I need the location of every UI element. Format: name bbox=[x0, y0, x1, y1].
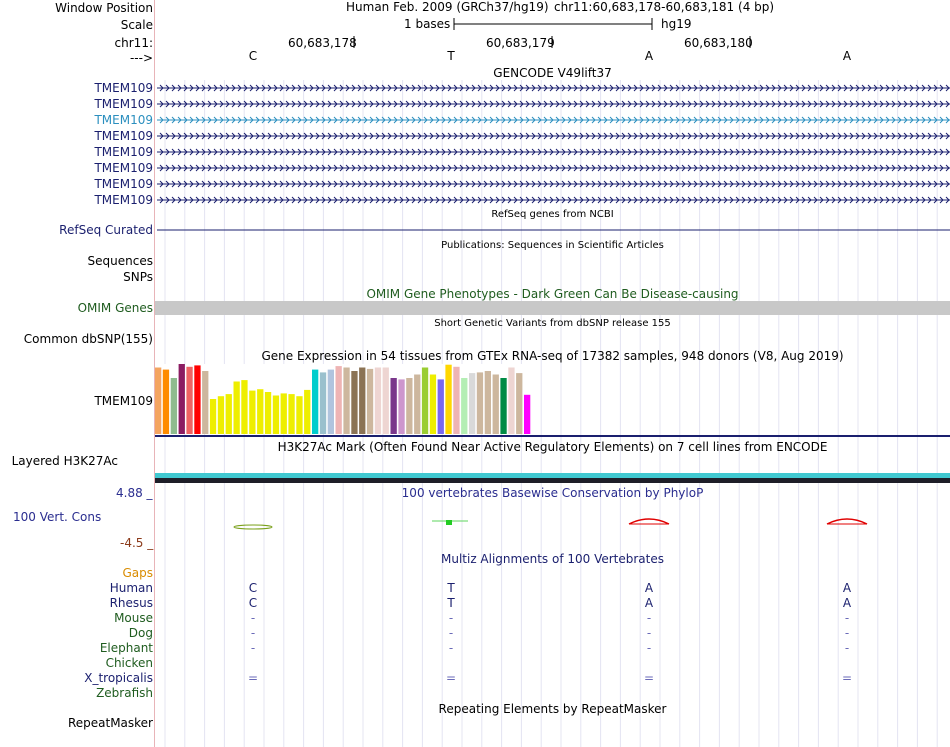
alignment-base: - bbox=[844, 641, 850, 655]
gtex-tissue-bar bbox=[273, 396, 279, 435]
alignment-base: = bbox=[643, 671, 655, 685]
gtex-tissue-bar bbox=[422, 368, 428, 435]
h3k27ac-signal-band bbox=[155, 473, 950, 478]
alignment-base: - bbox=[646, 641, 652, 655]
gtex-tissue-bar bbox=[265, 392, 271, 434]
alignment-base: - bbox=[250, 641, 256, 655]
alignment-base: T bbox=[447, 596, 455, 610]
window-position-label: Window Position bbox=[55, 1, 153, 15]
alignment-base: - bbox=[250, 611, 256, 625]
phylop-min-label: -4.5 _ bbox=[120, 536, 154, 550]
alignment-base: = bbox=[841, 671, 853, 685]
strand-label: ---> bbox=[129, 51, 153, 65]
gtex-tissue-bar bbox=[383, 368, 389, 435]
dbsnp-track-title: Short Genetic Variants from dbSNP release 155 bbox=[434, 318, 671, 329]
gencode-gene-label[interactable]: TMEM109 bbox=[94, 193, 153, 207]
species-label[interactable]: Mouse bbox=[114, 611, 153, 625]
gaps-label: Gaps bbox=[122, 566, 153, 580]
gencode-gene-label[interactable]: TMEM109 bbox=[94, 113, 153, 127]
gtex-tissue-bar bbox=[202, 371, 208, 434]
gtex-tissue-bar bbox=[453, 367, 459, 434]
species-label[interactable]: Rhesus bbox=[109, 596, 153, 610]
sequences-label[interactable]: Sequences bbox=[87, 254, 153, 268]
gtex-tissue-bar bbox=[249, 391, 255, 434]
alignment-base: C bbox=[248, 581, 258, 595]
gtex-gene-label[interactable]: TMEM109 bbox=[94, 394, 153, 408]
gtex-tissue-bar bbox=[367, 369, 373, 434]
species-label[interactable]: Dog bbox=[128, 626, 153, 640]
gtex-tissue-bar bbox=[406, 378, 412, 434]
refseq-curated-label[interactable]: RefSeq Curated bbox=[59, 223, 153, 237]
gtex-tissue-bar bbox=[186, 367, 192, 434]
gencode-gene-label[interactable]: TMEM109 bbox=[94, 97, 153, 111]
gtex-tissue-bar bbox=[163, 370, 169, 434]
gtex-tissue-bar bbox=[304, 390, 310, 434]
phylop-score-mark bbox=[234, 525, 272, 529]
alignment-base: A bbox=[644, 581, 654, 595]
gtex-tissue-bar bbox=[194, 365, 200, 434]
gencode-gene-label[interactable]: TMEM109 bbox=[94, 81, 153, 95]
species-label[interactable]: Chicken bbox=[105, 656, 153, 670]
gtex-tissue-bar bbox=[296, 396, 302, 434]
phylop-score-mark bbox=[446, 520, 452, 525]
gtex-tissue-bar bbox=[485, 371, 491, 434]
h3k27ac-signal-band bbox=[155, 478, 950, 483]
species-label[interactable]: Elephant bbox=[99, 641, 153, 655]
tick-label: 60,683,178 bbox=[288, 36, 357, 50]
gtex-tissue-bar bbox=[218, 396, 224, 434]
refseq-track-title: RefSeq genes from NCBI bbox=[491, 209, 614, 220]
alignment-base: - bbox=[448, 626, 454, 640]
alignment-base: C bbox=[248, 596, 258, 610]
alignment-base: - bbox=[646, 626, 652, 640]
alignment-base: - bbox=[844, 626, 850, 640]
gtex-tissue-bar bbox=[524, 395, 530, 434]
db-label: hg19 bbox=[661, 17, 692, 31]
gtex-tissue-bar bbox=[375, 368, 381, 435]
phylop-track-title: 100 vertebrates Basewise Conservation by PhyloP bbox=[401, 486, 704, 500]
gtex-track-title: Gene Expression in 54 tissues from GTEx RNA-seq of 17382 samples, 948 donors (V8, Aug 2019) bbox=[261, 349, 844, 363]
omim-track-title: OMIM Gene Phenotypes - Dark Green Can Be Disease-causing bbox=[366, 287, 739, 301]
repeatmasker-track-title: Repeating Elements by RepeatMasker bbox=[438, 702, 667, 716]
base-letter: A bbox=[644, 49, 654, 63]
alignment-base: = bbox=[445, 671, 457, 685]
publications-track-title: Publications: Sequences in Scientific Articles bbox=[441, 240, 664, 251]
h3k27ac-track-title: H3K27Ac Mark (Often Found Near Active Regulatory Elements) on 7 cell lines from ENCODE bbox=[277, 440, 828, 454]
gtex-tissue-bar bbox=[414, 375, 420, 435]
alignment-base: - bbox=[448, 641, 454, 655]
gtex-tissue-bar bbox=[516, 373, 522, 434]
gtex-tissue-bar bbox=[461, 378, 467, 434]
gtex-tissue-bar bbox=[493, 375, 499, 435]
gtex-tissue-bar bbox=[438, 379, 444, 434]
alignment-base: = bbox=[247, 671, 259, 685]
alignment-base: - bbox=[646, 611, 652, 625]
base-letter: A bbox=[842, 49, 852, 63]
gencode-gene-label[interactable]: TMEM109 bbox=[94, 129, 153, 143]
alignment-base: - bbox=[844, 611, 850, 625]
alignment-base: - bbox=[448, 611, 454, 625]
gtex-tissue-bar bbox=[288, 394, 294, 434]
gtex-tissue-bar bbox=[155, 368, 161, 435]
gtex-tissue-bar bbox=[336, 366, 342, 434]
gencode-gene-label[interactable]: TMEM109 bbox=[94, 145, 153, 159]
tick-label: 60,683,180 bbox=[684, 36, 753, 50]
multiz-track-title: Multiz Alignments of 100 Vertebrates bbox=[440, 552, 665, 566]
scale-label: Scale bbox=[120, 18, 153, 32]
repeatmasker-label[interactable]: RepeatMasker bbox=[67, 716, 153, 730]
gtex-tissue-bar bbox=[359, 368, 365, 435]
gtex-tissue-bar bbox=[281, 393, 287, 434]
species-label[interactable]: X_tropicalis bbox=[84, 671, 153, 685]
base-letter: C bbox=[248, 49, 258, 63]
gtex-tissue-bar bbox=[210, 399, 216, 434]
alignment-base: A bbox=[842, 596, 852, 610]
gtex-tissue-bar bbox=[312, 370, 318, 434]
species-label[interactable]: Zebrafish bbox=[96, 686, 153, 700]
gtex-tissue-bar bbox=[241, 380, 247, 434]
h3k27ac-label[interactable]: Layered H3K27Ac bbox=[11, 454, 118, 468]
omim-phenotype-bar bbox=[155, 301, 950, 315]
phylop-max-label: 4.88 _ bbox=[116, 486, 153, 500]
species-label[interactable]: Human bbox=[109, 581, 153, 595]
phylop-score-mark bbox=[827, 519, 867, 524]
gtex-tissue-bar bbox=[343, 368, 349, 435]
alignment-base: A bbox=[644, 596, 654, 610]
tick-label: 60,683,179 bbox=[486, 36, 555, 50]
omim-genes-label[interactable]: OMIM Genes bbox=[77, 301, 153, 315]
gtex-tissue-bar bbox=[445, 365, 451, 434]
gencode-gene-label[interactable]: TMEM109 bbox=[94, 177, 153, 191]
gencode-gene-label[interactable]: TMEM109 bbox=[94, 161, 153, 175]
gtex-tissue-bar bbox=[226, 394, 232, 434]
alignment-base: A bbox=[842, 581, 852, 595]
phylop-score-mark bbox=[629, 519, 669, 524]
position-readout: chr11:60,683,178-60,683,181 (4 bp) bbox=[554, 0, 775, 14]
gtex-tissue-bar bbox=[320, 372, 326, 434]
gtex-tissue-bar bbox=[469, 373, 475, 434]
alignment-base: - bbox=[250, 626, 256, 640]
phylop-label[interactable]: 100 Vert. Cons bbox=[13, 510, 102, 524]
snps-label[interactable]: SNPs bbox=[123, 270, 153, 284]
gtex-tissue-bar bbox=[179, 364, 185, 434]
gtex-tissue-bar bbox=[477, 372, 483, 434]
gtex-tissue-bar bbox=[328, 370, 334, 434]
assembly-title: Human Feb. 2009 (GRCh37/hg19) bbox=[346, 0, 549, 14]
scale-text: 1 bases bbox=[404, 17, 451, 31]
chrom-label: chr11: bbox=[114, 36, 153, 50]
gtex-tissue-bar bbox=[500, 378, 506, 434]
gtex-tissue-bar bbox=[398, 379, 404, 434]
gtex-tissue-bar bbox=[351, 371, 357, 434]
gtex-tissue-bar bbox=[430, 375, 436, 435]
gtex-tissue-bar bbox=[257, 389, 263, 434]
dbsnp-label[interactable]: Common dbSNP(155) bbox=[23, 332, 153, 346]
gtex-tissue-bar bbox=[508, 368, 514, 435]
gtex-tissue-bar bbox=[234, 382, 240, 435]
gtex-tissue-bar bbox=[391, 378, 397, 434]
gtex-tissue-bar bbox=[171, 378, 177, 434]
gencode-track-title: GENCODE V49lift37 bbox=[493, 66, 612, 80]
base-letter: T bbox=[447, 49, 455, 63]
alignment-base: T bbox=[447, 581, 455, 595]
